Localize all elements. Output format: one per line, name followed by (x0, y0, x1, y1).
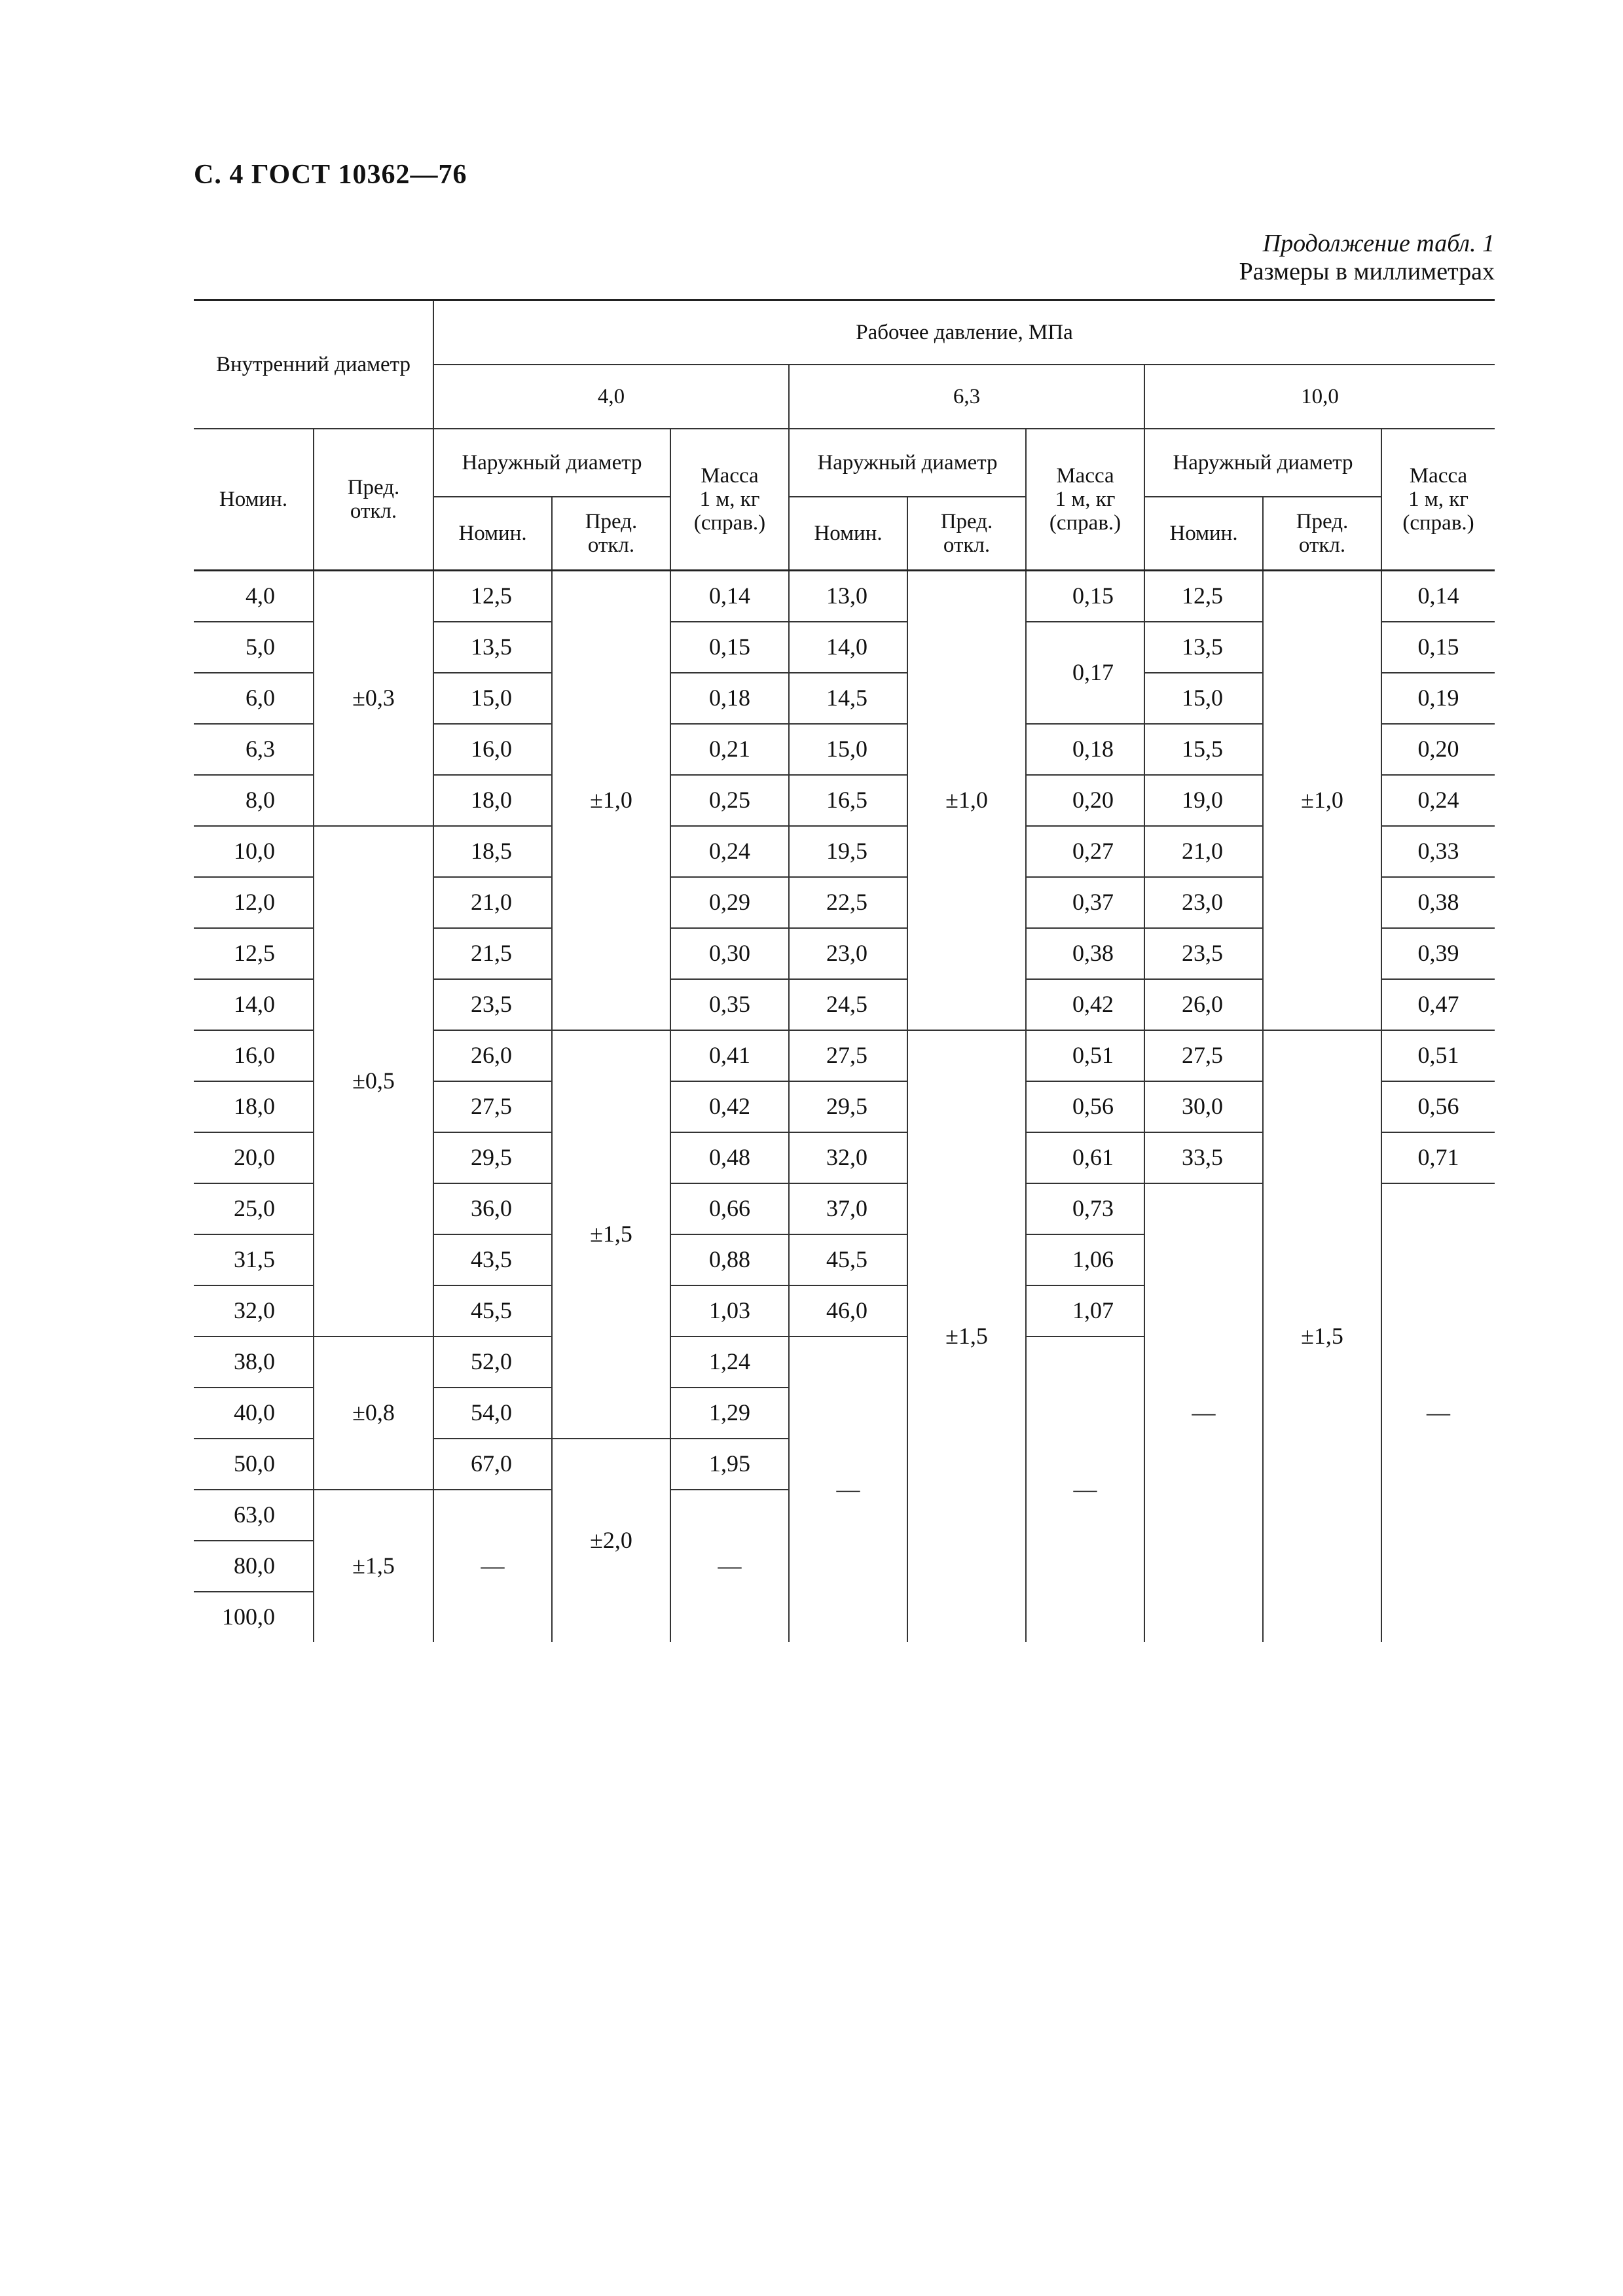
inner-nom-cell: 16,0 (194, 1030, 314, 1081)
outer-nom-cell: 27,5 (789, 1030, 907, 1081)
outer-nom-cell: 27,5 (1144, 1030, 1263, 1081)
mass-cell: 0,21 (670, 724, 789, 775)
inner-nom-cell: 6,3 (194, 724, 314, 775)
mass-cell: 0,66 (670, 1183, 789, 1234)
mass-cell: 0,15 (1026, 571, 1144, 622)
inner-dev-cell: ±0,3 (314, 571, 433, 827)
inner-nom-cell: 63,0 (194, 1490, 314, 1541)
outer-diameter-header-10: Наружный диаметр (1144, 429, 1381, 497)
outer-nom-cell: 24,5 (789, 979, 907, 1030)
outer-dev-cell: ±1,5 (1263, 1030, 1381, 1642)
mass-cell: 0,25 (670, 775, 789, 826)
outer-nom-cell: 19,5 (789, 826, 907, 877)
inner-nom-cell: 50,0 (194, 1439, 314, 1490)
outer-nom-cell: 16,0 (433, 724, 552, 775)
inner-nom-cell: 8,0 (194, 775, 314, 826)
outer-nom-cell: 26,0 (1144, 979, 1263, 1030)
inner-nom-cell: 38,0 (194, 1336, 314, 1388)
mass-cell: 0,51 (1026, 1030, 1144, 1081)
mass-cell: 0,18 (1026, 724, 1144, 775)
mass-cell: 0,71 (1381, 1132, 1495, 1183)
outer-nom-cell: 27,5 (433, 1081, 552, 1132)
outer-nom-cell: 23,0 (789, 928, 907, 979)
outer-nom-cell: 32,0 (789, 1132, 907, 1183)
mass-cell: 1,24 (670, 1336, 789, 1388)
mass-header-6-3: Масса 1 м, кг (справ.) (1026, 429, 1144, 571)
mass-cell: 1,95 (670, 1439, 789, 1490)
empty-dash-cell: — (1381, 1183, 1495, 1642)
inner-nom-cell: 20,0 (194, 1132, 314, 1183)
inner-nom-cell: 12,5 (194, 928, 314, 979)
inner-dev-cell: ±0,5 (314, 826, 433, 1336)
outer-dev-header-10: Пред. откл. (1263, 497, 1381, 571)
inner-dev-cell: ±0,8 (314, 1336, 433, 1490)
mass-cell: 0,73 (1026, 1183, 1144, 1234)
mass-cell: 0,29 (670, 877, 789, 928)
mass-cell: 0,51 (1381, 1030, 1495, 1081)
mass-cell: 0,61 (1026, 1132, 1144, 1183)
empty-dash-cell: — (1144, 1183, 1263, 1642)
outer-nom-cell: 16,5 (789, 775, 907, 826)
outer-nom-cell: 15,0 (789, 724, 907, 775)
page-header: С. 4 ГОСТ 10362—76 (194, 160, 467, 190)
mass-cell: 0,35 (670, 979, 789, 1030)
inner-nom-cell: 25,0 (194, 1183, 314, 1234)
mass-cell: 0,30 (670, 928, 789, 979)
outer-nom-cell: 14,5 (789, 673, 907, 724)
outer-nom-cell: 19,0 (1144, 775, 1263, 826)
outer-nom-cell: 12,5 (1144, 571, 1263, 622)
outer-nom-cell: 23,5 (433, 979, 552, 1030)
empty-dash-cell: — (1026, 1336, 1144, 1642)
inner-nom-cell: 40,0 (194, 1388, 314, 1439)
inner-nom-header: Номин. (194, 429, 314, 571)
outer-dev-header-6-3: Пред. откл. (907, 497, 1026, 571)
mass-cell: 0,56 (1381, 1081, 1495, 1132)
outer-nom-cell: 67,0 (433, 1439, 552, 1490)
outer-nom-cell: 36,0 (433, 1183, 552, 1234)
outer-diameter-header-4: Наружный диаметр (433, 429, 670, 497)
mass-cell: 0,38 (1026, 928, 1144, 979)
outer-nom-cell: 18,0 (433, 775, 552, 826)
inner-nom-cell: 4,0 (194, 571, 314, 622)
outer-dev-cell: ±1,0 (907, 571, 1026, 1031)
mass-cell: 0,24 (1381, 775, 1495, 826)
working-pressure-header: Рабочее давление, МПа (433, 300, 1495, 365)
table-continuation-label: Продолжение табл. 1 (1262, 230, 1495, 257)
mass-header-4: Масса 1 м, кг (справ.) (670, 429, 789, 571)
mass-cell: 0,17 (1026, 622, 1144, 724)
outer-nom-cell: 14,0 (789, 622, 907, 673)
mass-cell: 0,15 (1381, 622, 1495, 673)
mass-cell: 0,56 (1026, 1081, 1144, 1132)
outer-dev-cell: ±1,5 (907, 1030, 1026, 1642)
outer-nom-cell: 18,5 (433, 826, 552, 877)
outer-nom-cell: 13,5 (433, 622, 552, 673)
outer-nom-cell: 23,0 (1144, 877, 1263, 928)
units-label: Размеры в миллиметрах (1239, 258, 1495, 285)
outer-nom-cell: 26,0 (433, 1030, 552, 1081)
pressure-10-header: 10,0 (1144, 365, 1495, 429)
empty-dash-cell: — (789, 1336, 907, 1642)
outer-nom-cell: 12,5 (433, 571, 552, 622)
inner-nom-cell: 6,0 (194, 673, 314, 724)
inner-nom-cell: 12,0 (194, 877, 314, 928)
mass-header-10: Масса 1 м, кг (справ.) (1381, 429, 1495, 571)
outer-dev-cell: ±1,0 (1263, 571, 1381, 1031)
mass-cell: 0,18 (670, 673, 789, 724)
inner-diameter-header: Внутренний диаметр (194, 300, 433, 429)
outer-nom-cell: 33,5 (1144, 1132, 1263, 1183)
outer-nom-header-4: Номин. (433, 497, 552, 571)
outer-nom-header-10: Номин. (1144, 497, 1263, 571)
outer-nom-cell: 29,5 (789, 1081, 907, 1132)
mass-cell: 0,24 (670, 826, 789, 877)
outer-dev-cell: ±1,0 (552, 571, 670, 1031)
outer-nom-cell: 46,0 (789, 1285, 907, 1336)
outer-nom-cell: 45,5 (789, 1234, 907, 1285)
outer-nom-cell: 37,0 (789, 1183, 907, 1234)
mass-cell: 0,37 (1026, 877, 1144, 928)
mass-cell: 0,88 (670, 1234, 789, 1285)
outer-dev-cell: ±2,0 (552, 1439, 670, 1642)
mass-cell: 1,06 (1026, 1234, 1144, 1285)
mass-cell: 0,20 (1026, 775, 1144, 826)
outer-nom-cell: 30,0 (1144, 1081, 1263, 1132)
hose-dimensions-table (194, 299, 1495, 1642)
inner-nom-cell: 100,0 (222, 1604, 275, 1630)
inner-nom-cell: 18,0 (194, 1081, 314, 1132)
mass-cell: 0,42 (1026, 979, 1144, 1030)
outer-diameter-header-6-3: Наружный диаметр (789, 429, 1026, 497)
mass-cell: 0,42 (670, 1081, 789, 1132)
outer-nom-cell: 54,0 (433, 1388, 552, 1439)
mass-cell: 0,14 (1381, 571, 1495, 622)
empty-dash-cell: — (433, 1490, 552, 1642)
pressure-6-3-header: 6,3 (789, 365, 1144, 429)
inner-nom-cell: 80,0 (194, 1541, 314, 1592)
inner-dev-header: Пред. откл. (314, 429, 433, 571)
mass-cell: 0,47 (1381, 979, 1495, 1030)
outer-nom-cell: 22,5 (789, 877, 907, 928)
outer-nom-cell: 13,5 (1144, 622, 1263, 673)
pressure-4-header: 4,0 (433, 365, 789, 429)
mass-cell: 0,38 (1381, 877, 1495, 928)
outer-nom-cell: 15,5 (1144, 724, 1263, 775)
outer-nom-cell: 13,0 (789, 571, 907, 622)
outer-nom-cell: 15,0 (1144, 673, 1263, 724)
inner-dev-cell: ±1,5 (314, 1490, 433, 1642)
outer-nom-cell: 43,5 (433, 1234, 552, 1285)
outer-nom-cell: 15,0 (433, 673, 552, 724)
outer-nom-cell: 21,5 (433, 928, 552, 979)
mass-cell: 1,03 (670, 1285, 789, 1336)
outer-dev-header-4: Пред. откл. (552, 497, 670, 571)
inner-nom-cell: 31,5 (194, 1234, 314, 1285)
mass-cell: 0,15 (670, 622, 789, 673)
mass-cell: 1,07 (1026, 1285, 1144, 1336)
inner-nom-cell: 32,0 (194, 1285, 314, 1336)
mass-cell: 0,14 (670, 571, 789, 622)
mass-cell: 0,41 (670, 1030, 789, 1081)
outer-nom-cell: 45,5 (433, 1285, 552, 1336)
mass-cell: 0,33 (1381, 826, 1495, 877)
outer-nom-cell: 52,0 (433, 1336, 552, 1388)
mass-cell: 1,29 (670, 1388, 789, 1439)
inner-nom-cell: 10,0 (194, 826, 314, 877)
outer-nom-cell: 21,0 (1144, 826, 1263, 877)
mass-cell: 0,19 (1381, 673, 1495, 724)
mass-cell: 0,48 (670, 1132, 789, 1183)
mass-cell: 0,27 (1026, 826, 1144, 877)
mass-cell: 0,20 (1381, 724, 1495, 775)
mass-cell: 0,39 (1381, 928, 1495, 979)
inner-nom-cell: 14,0 (194, 979, 314, 1030)
outer-nom-cell: 29,5 (433, 1132, 552, 1183)
outer-dev-cell: ±1,5 (552, 1030, 670, 1439)
table-row (194, 571, 1495, 622)
outer-nom-cell: 23,5 (1144, 928, 1263, 979)
outer-nom-cell: 21,0 (433, 877, 552, 928)
empty-dash-cell: — (670, 1490, 789, 1642)
outer-nom-header-6-3: Номин. (789, 497, 907, 571)
inner-nom-cell: 5,0 (194, 622, 314, 673)
